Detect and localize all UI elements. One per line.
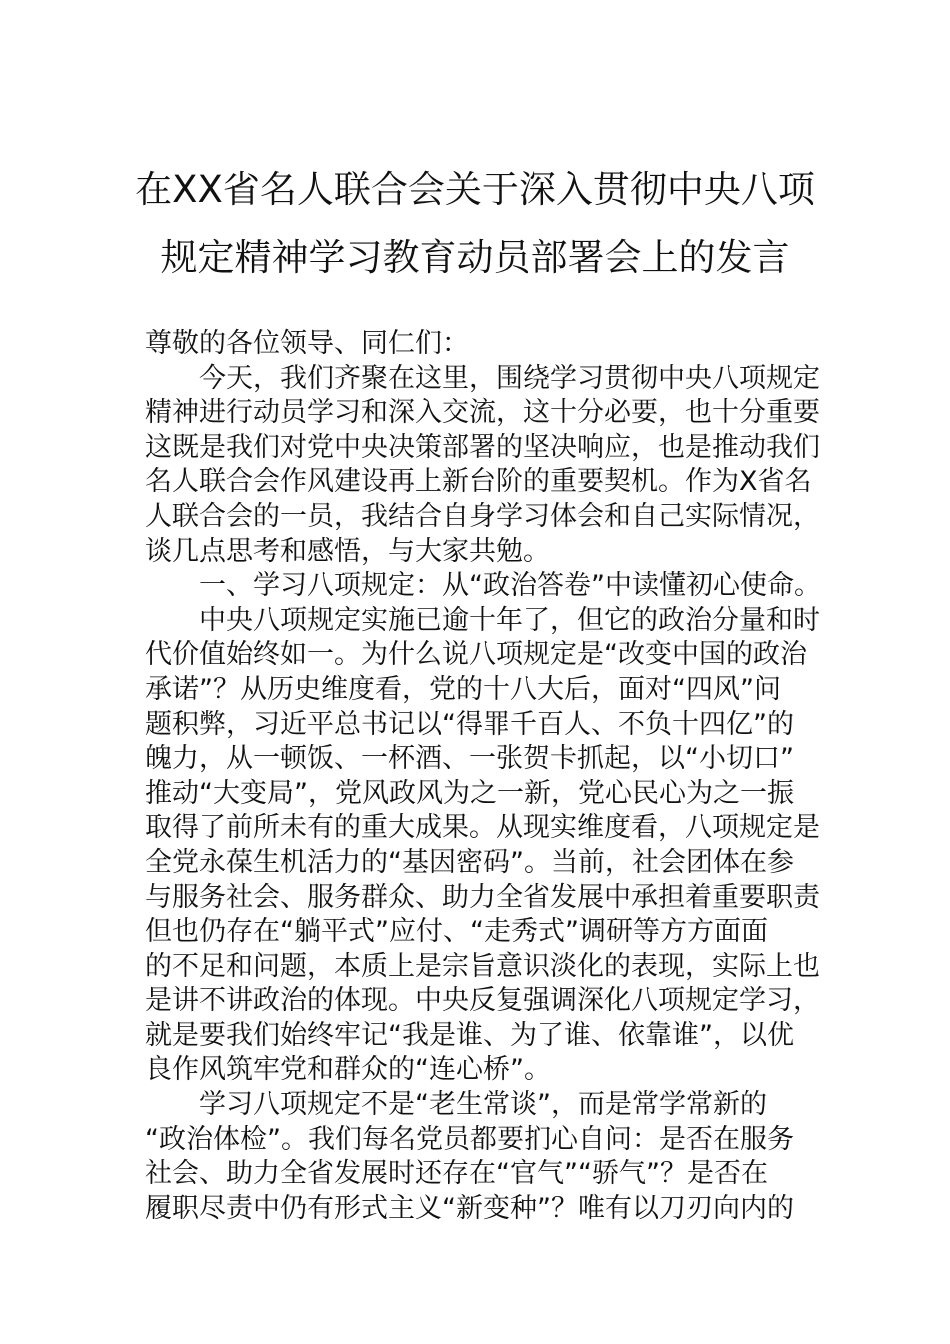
body-text-line: 履职尽责中仍有形式主义“新变种”？唯有以刀刃向内的 <box>145 1192 794 1224</box>
body-text-line: 人联合会的一员，我结合自身学习体会和自己实际情况， <box>145 500 820 532</box>
body-text-line: 谈几点思考和感悟，与大家共勉。 <box>145 535 550 567</box>
body-text-line: 就是要我们始终牢记“我是谁、为了谁、依靠谁”，以优 <box>145 1019 794 1051</box>
body-text-line: 学习八项规定不是“老生常谈”，而是常学常新的 <box>199 1089 767 1121</box>
body-text-line: 全党永葆生机活力的“基因密码”。当前，社会团体在参 <box>145 846 794 878</box>
body-text-line: 题积弊，习近平总书记以“得罪千百人、不负十四亿”的 <box>145 708 794 740</box>
document-title-line-2: 规定精神学习教育动员部署会上的发言 <box>160 236 790 279</box>
body-text-line: 名人联合会作风建设再上新台阶的重要契机。作为X省名 <box>145 466 812 498</box>
body-text-line: 良作风筑牢党和群众的“连心桥”。 <box>145 1054 551 1086</box>
body-text-line: 社会、助力全省发展时还存在“官气”“骄气”？是否在 <box>145 1158 768 1190</box>
body-text-line: 中央八项规定实施已逾十年了，但它的政治分量和时 <box>199 604 820 636</box>
body-text-line: 魄力，从一顿饭、一杯酒、一张贺卡抓起，以“小切口” <box>145 743 794 775</box>
body-text-line: 与服务社会、服务群众、助力全省发展中承担着重要职责 <box>145 881 820 913</box>
body-text-line: 尊敬的各位领导、同仁们： <box>145 328 469 359</box>
body-text-line: 精神进行动员学习和深入交流，这十分必要，也十分重要 <box>145 397 820 429</box>
body-text-line: 今天，我们齐聚在这里，围绕学习贯彻中央八项规定 <box>199 362 820 394</box>
body-text-line: 代价值始终如一。为什么说八项规定是“改变中国的政治 <box>145 639 807 671</box>
body-text-line: 推动“大变局”，党风政风为之一新，党心民心为之一振 <box>145 777 794 809</box>
body-text-line: “政治体检”。我们每名党员都要扪心自问：是否在服务 <box>145 1123 794 1155</box>
document-body <box>145 327 821 1226</box>
body-text-line: 的不足和问题，本质上是宗旨意识淡化的表现，实际上也 <box>145 950 820 982</box>
document-title-line-1: 在XX省名人联合会关于深入贯彻中央八项 <box>135 168 815 211</box>
body-text-line: 这既是我们对党中央决策部署的坚决响应，也是推动我们 <box>145 431 820 463</box>
body-text-line: 是讲不讲政治的体现。中央反复强调深化八项规定学习， <box>145 985 820 1017</box>
body-text-line: 但也仍存在“躺平式”应付、“走秀式”调研等方方面面 <box>145 916 768 948</box>
body-text-line: 承诺”？从历史维度看，党的十八大后，面对“四风”问 <box>145 673 781 705</box>
body-text-line: 一、学习八项规定：从“政治答卷”中读懂初心使命。 <box>199 570 821 602</box>
body-text-line: 取得了前所未有的重大成果。从现实维度看，八项规定是 <box>145 812 820 844</box>
